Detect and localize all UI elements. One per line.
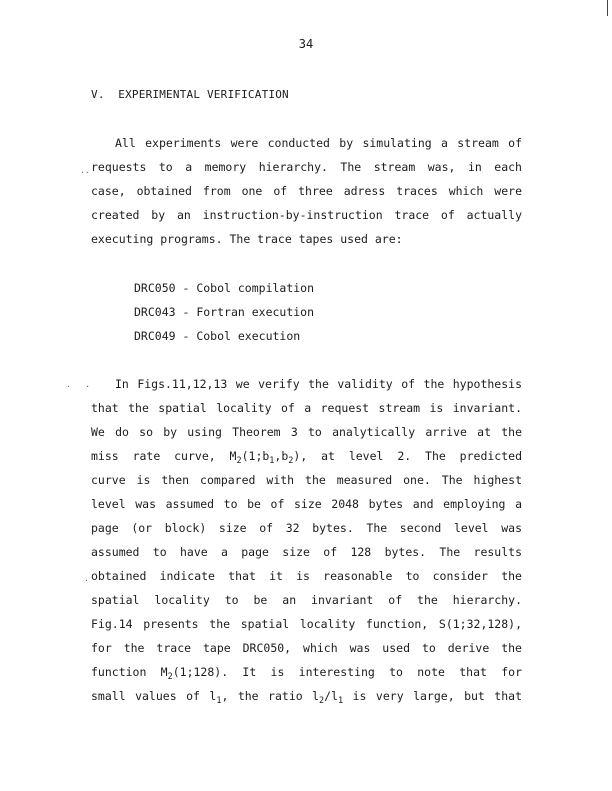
- trace-tape-name: DRC043: [134, 305, 176, 319]
- paragraph-line: requests to a memory hierarchy. The stream was, in each: [91, 160, 522, 174]
- paragraph-line: page (or block) size of 32 bytes. The second level was: [91, 521, 522, 535]
- paragraph-line: executing programs. The trace tapes used are:: [91, 232, 403, 246]
- paragraph-line: Fig.14 presents the spatial locality function, S(1;32,128),: [91, 617, 522, 631]
- trace-tape-name: DRC049: [134, 329, 176, 343]
- trace-tape-item: [134, 281, 314, 295]
- page-number: 34: [298, 37, 314, 51]
- paragraph-line: that the spatial locality of a request stream is invariant.: [91, 401, 522, 415]
- trace-tape-description: Cobol execution: [196, 329, 301, 343]
- paragraph-line: small values of $l_1$, the ratio $l_2/l_1$ is very large, but that: [91, 689, 522, 706]
- paragraph-line: curve is then compared with the measured one. The highest: [91, 473, 522, 487]
- scan-mark: ..: [80, 166, 90, 175]
- paragraph-line: miss rate curve, $M_2(1;b_1,b_2)$, at level 2. The predicted: [91, 449, 522, 466]
- paragraph-line: case, obtained from one of three adress traces which were: [91, 184, 522, 198]
- paragraph-line: We do so by using Theorem 3 to analytically arrive at the: [91, 425, 522, 439]
- scan-edge-line: [607, 0, 608, 16]
- paragraph-line: assumed to have a page size of 128 bytes. The results: [91, 545, 522, 559]
- trace-tape-separator: -: [175, 305, 197, 319]
- trace-tape-item: [134, 305, 314, 319]
- trace-tape-separator: -: [175, 281, 197, 295]
- paragraph-line: spatial locality to be an invariant of the hierarchy.: [91, 593, 522, 607]
- section-heading: V. EXPERIMENTAL VERIFICATION: [91, 88, 289, 101]
- trace-tape-description: Cobol compilation: [196, 281, 315, 295]
- paragraph-line: function $M_2(1;128)$. It is interesting to note that for: [91, 665, 522, 682]
- paragraph-line: All experiments were conducted by simulating a stream of: [115, 136, 522, 150]
- paragraph-line: for the trace tape DRC050, which was used to derive the: [91, 641, 522, 655]
- trace-tape-item: [134, 329, 300, 343]
- paragraph-line: obtained indicate that it is reasonable to consider the: [91, 569, 522, 583]
- scan-mark: .: [84, 574, 89, 583]
- trace-tape-separator: -: [175, 329, 197, 343]
- scan-mark: . .: [66, 380, 91, 389]
- trace-tape-description: Fortran execution: [196, 305, 315, 319]
- paragraph-line: created by an instruction-by-instruction trace of actually: [91, 208, 522, 222]
- trace-tape-name: DRC050: [134, 281, 176, 295]
- paragraph-line: level was assumed to be of size 2048 bytes and employing a: [91, 497, 522, 511]
- paragraph-line: In Figs.11,12,13 we verify the validity of the hypothesis: [115, 377, 522, 391]
